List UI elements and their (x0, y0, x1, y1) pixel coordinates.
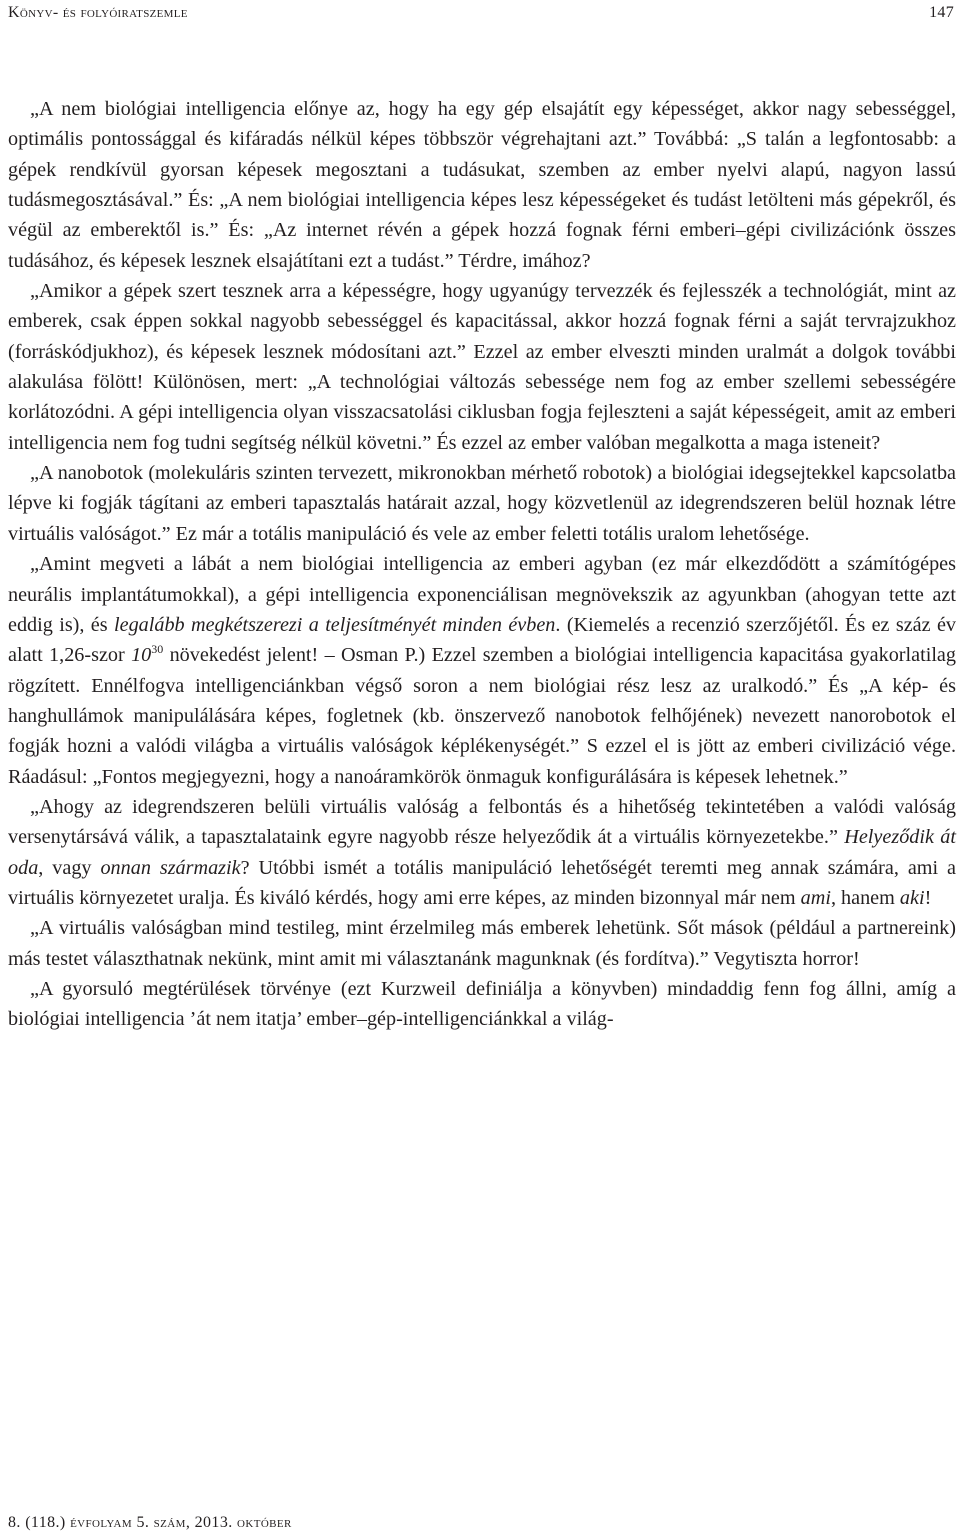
paragraph-text: ! (924, 886, 932, 909)
paragraph-text: . (Kiemelés a recenzió szerzőjétől. És ez száz év alatt 1,26-szor (8, 613, 957, 667)
article-body (8, 94, 956, 1035)
paragraph (8, 913, 956, 974)
paragraph (8, 458, 956, 549)
paragraph-text: ? Utóbbi ismét a totális manipuláció lehetőségét teremti meg annak számára, ami a virtuális környezetet uralja. És kiváló kérdés, hogy ami erre képes, az minden bizonnyal már nem (8, 856, 956, 909)
paragraph (8, 974, 956, 1035)
paragraph (8, 276, 956, 458)
issue-number: 8. (118.) (8, 1514, 71, 1531)
paragraph-text: „Amint megveti a lábát a nem biológiai intelligencia az emberi agyban (ez már elkezdődött a számítógépes neurális implantátumokkal), a gépi intelligencia exponenciálisan megnövekszik az agyunkban (ahogyan tette azt eddig is), és (8, 553, 956, 636)
issue-footer (8, 1514, 292, 1532)
italic-emphasis: Helyeződik át oda (8, 826, 957, 879)
superscript-exponent: 30 (151, 642, 164, 657)
italic-emphasis: onnan származik (100, 856, 241, 879)
paragraph-text: növekedést jelent! – Osman P.) Ezzel szemben a biológiai intelligencia kapacitása gyakorlatilag rögzített. Ennélfogva intelligenciánkban végső soron a nem biológiai rész lesz az uralkodó.” És „A kép- és hanghullámok manipulálására képes, fogletnek (kb. önszervező nanobotok felhőjének) nevezett nanorobotok el fogják hozni a valódi világba a virtuális valóságok képlékenységét.” S ezzel el is jött az emberi civilizáció vége. Ráadásul: „Fontos megjegyezni, hogy a nanoáramkörök önmaguk konfigurálására is képesek lehetnek.” (8, 644, 956, 788)
paragraph-text: , vagy (38, 856, 101, 879)
paragraph-text: , hanem (830, 886, 900, 909)
italic-emphasis: 10 (131, 644, 152, 667)
italic-emphasis: ami (800, 886, 831, 909)
page-number: 147 (929, 4, 954, 21)
paragraph (8, 94, 956, 276)
paragraph-text: „A virtuális valóságban mind testileg, mint érzelmileg más emberek lehetünk. Sőt mások (például a partnereink) más testet választhatnak nekünk, mint amit mi választanánk magunknak (és fordítva).” Vegytiszta horror! (8, 917, 956, 970)
paragraph-text: „Ahogy az idegrendszeren belüli virtuális valóság a felbontás és a hihetőség tekintetében a valódi valóság versenytársává válik, a tapasztalataink egyre nagyobb része helyeződik át a virtuális környezetekbe.” (8, 795, 956, 849)
italic-emphasis: aki (899, 886, 925, 909)
running-head (8, 4, 954, 26)
section-title: Könyv- és folyóiratszemle (8, 4, 188, 21)
paragraph-text: „A gyorsuló megtérülések törvénye (ezt Kurzweil definiálja a könyvben) mindaddig fenn fog állni, amíg a biológiai intelligencia ’át nem itatja’ ember–gép-intelligenciánkkal a világ- (8, 977, 956, 1031)
paragraph (8, 549, 956, 792)
italic-emphasis: legalább megkétszerezi a teljesítményét minden évben (114, 613, 556, 636)
paragraph (8, 792, 956, 913)
paragraph-text: „A nem biológiai intelligencia előnye az, hogy ha egy gép elsajátít egy képességet, akkor nagy sebességgel, optimális pontossággal és kifáradás nélkül képes többször végrehajtani azt.” Továbbá: „S talán a legfontosabb: a gépek rendkívül gyorsan képesek megosztani a tudásukat, szemben az ember nyelvi alapú, nagyon lassú tudásmegosztásával.” És: „A nem biológiai intelligencia képes lesz képességeket és tudást letölteni más gépekről, és végül az emberektől is.” És: „Az internet révén a gépek hozzá fognak férni emberi–gépi civilizációnk összes tudásához, és képesek lesznek elsajátítani ezt a tudást.” Térdre, imához? (8, 98, 956, 272)
issue-date: évfolyam 5. szám, 2013. október (70, 1514, 292, 1531)
paragraph-text: „Amikor a gépek szert tesznek arra a képességre, hogy ugyanúgy tervezzék és fejlesszék a technológiát, mint az emberek, csak éppen sokkal nagyobb sebességgel és kapacitással, akkor hozzá fognak férni a saját tervrajzukhoz (forráskódjukhoz), és képesek lesznek módosítani azt.” Ezzel az ember elveszti minden uralmát a dolgok további alakulása fölött! Különösen, mert: „A technológiai változás sebessége nem fog az ember szellemi sebességére korlátozódni. A gépi intelligencia olyan visszacsatolási ciklusban fogja fejleszteni a saját képességeit, amit az emberi intelligencia nem fog tudni segítség nélkül követni.” És ezzel az ember valóban megalkotta a maga isteneit? (8, 280, 956, 454)
paragraph-text: „A nanobotok (molekuláris szinten tervezett, mikronokban mérhető robotok) a biológiai idegsejtekkel kapcsolatba lépve ki fogják tágítani az emberi tapasztalás határait azzal, hogy közvetlenül az idegrendszeren belül hoznak létre virtuális valóságot.” Ez már a totális manipuláció és vele az ember feletti totális uralom lehetősége. (8, 462, 956, 545)
